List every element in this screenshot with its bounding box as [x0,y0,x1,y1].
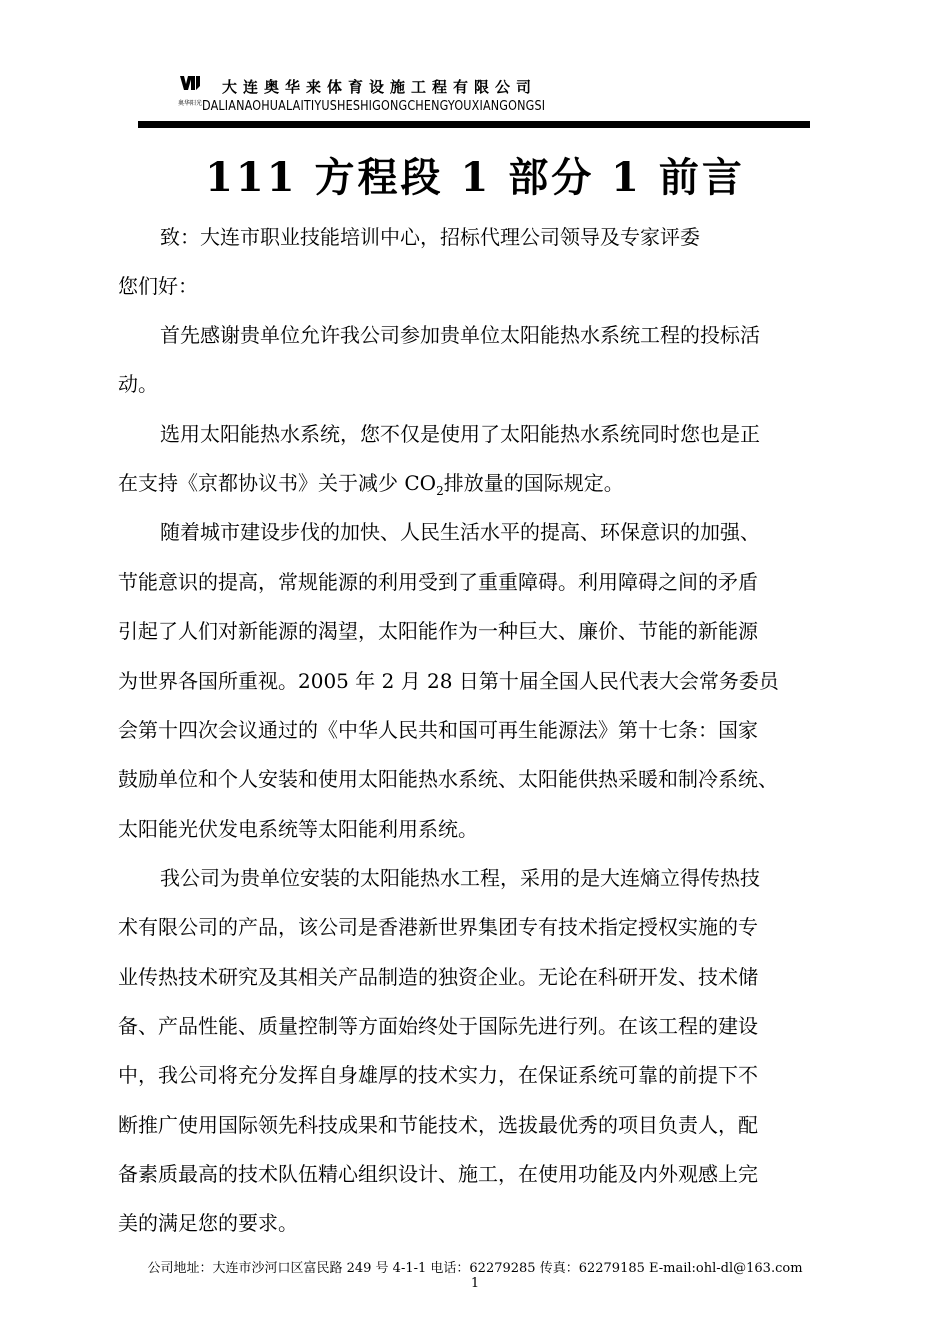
paragraph-3-line: 为世界各国所重视。2005 年 2 月 28 日第十届全国人民代表大会常务委员 [118,669,779,693]
salutation: 致：大连市职业技能培训中心，招标代理公司领导及专家评委 [160,225,700,249]
paragraph-3-line: 引起了人们对新能源的渴望，太阳能作为一种巨大、廉价、节能的新能源 [118,619,758,643]
paragraph-1-line: 首先感谢贵单位允许我公司参加贵单位太阳能热水系统工程的投标活 [160,323,760,347]
paragraph-2-line: 在支持《京都协议书》关于减少 $CO_2$排放量的国际规定。 [118,471,624,498]
paragraph-3-line: 随着城市建设步伐的加快、人民生活水平的提高、环保意识的加强、 [160,520,760,544]
letterhead [178,72,818,122]
paragraph-3-line: 鼓励单位和个人安装和使用太阳能热水系统、太阳能供热采暖和制冷系统、 [118,767,778,791]
paragraph-2-line: 选用太阳能热水系统，您不仅是使用了太阳能热水系统同时您也是正 [160,422,760,446]
greeting: 您们好： [118,274,198,298]
paragraph-4-line: 美的满足您的要求。 [118,1211,298,1235]
paragraph-4-line: 断推广使用国际领先科技成果和节能技术，选拔最优秀的项目负责人，配 [118,1113,758,1137]
paragraph-4-line: 业传热技术研究及其相关产品制造的独资企业。无论在科研开发、技术储 [118,965,758,989]
company-name-cn: 大连奥华来体育设施工程有限公司 [222,78,538,96]
paragraph-3-line: 会第十四次会议通过的《中华人民共和国可再生能源法》第十七条：国家 [118,718,758,742]
company-name-en: DALIANAOHUALAITIYUSHESHIGONGCHENGYOUXIANGONGSI [202,99,546,114]
logo-text: 奥华阳光 [178,100,202,107]
page-title: 111 方程段 1 部分 1 前言 [205,154,745,201]
paragraph-4-line: 术有限公司的产品，该公司是香港新世界集团专有技术指定授权实施的专 [118,915,758,939]
page-number: 1 [470,1276,480,1291]
paragraph-3-line: 节能意识的提高，常规能源的利用受到了重重障碍。利用障碍之间的矛盾 [118,570,758,594]
paragraph-1-line: 动。 [118,372,158,396]
paragraph-4-line: 备素质最高的技术队伍精心组织设计、施工，在使用功能及内外观感上完 [118,1162,758,1186]
paragraph-3-line: 太阳能光伏发电系统等太阳能利用系统。 [118,817,478,841]
company-logo-icon [178,72,202,112]
header-rule [138,121,810,128]
footer-contact: 公司地址：大连市沙河口区富民路 249 号 4-1-1 电话：62279285 传真：62279185 E-mail:ohl-dl@163.com [147,1261,803,1276]
paragraph-4-line: 中，我公司将充分发挥自身雄厚的技术实力，在保证系统可靠的前提下不 [118,1063,758,1087]
paragraph-4-line: 备、产品性能、质量控制等方面始终处于国际先进行列。在该工程的建设 [118,1014,758,1038]
paragraph-4-line: 我公司为贵单位安装的太阳能热水工程，采用的是大连熵立得传热技 [160,866,760,890]
